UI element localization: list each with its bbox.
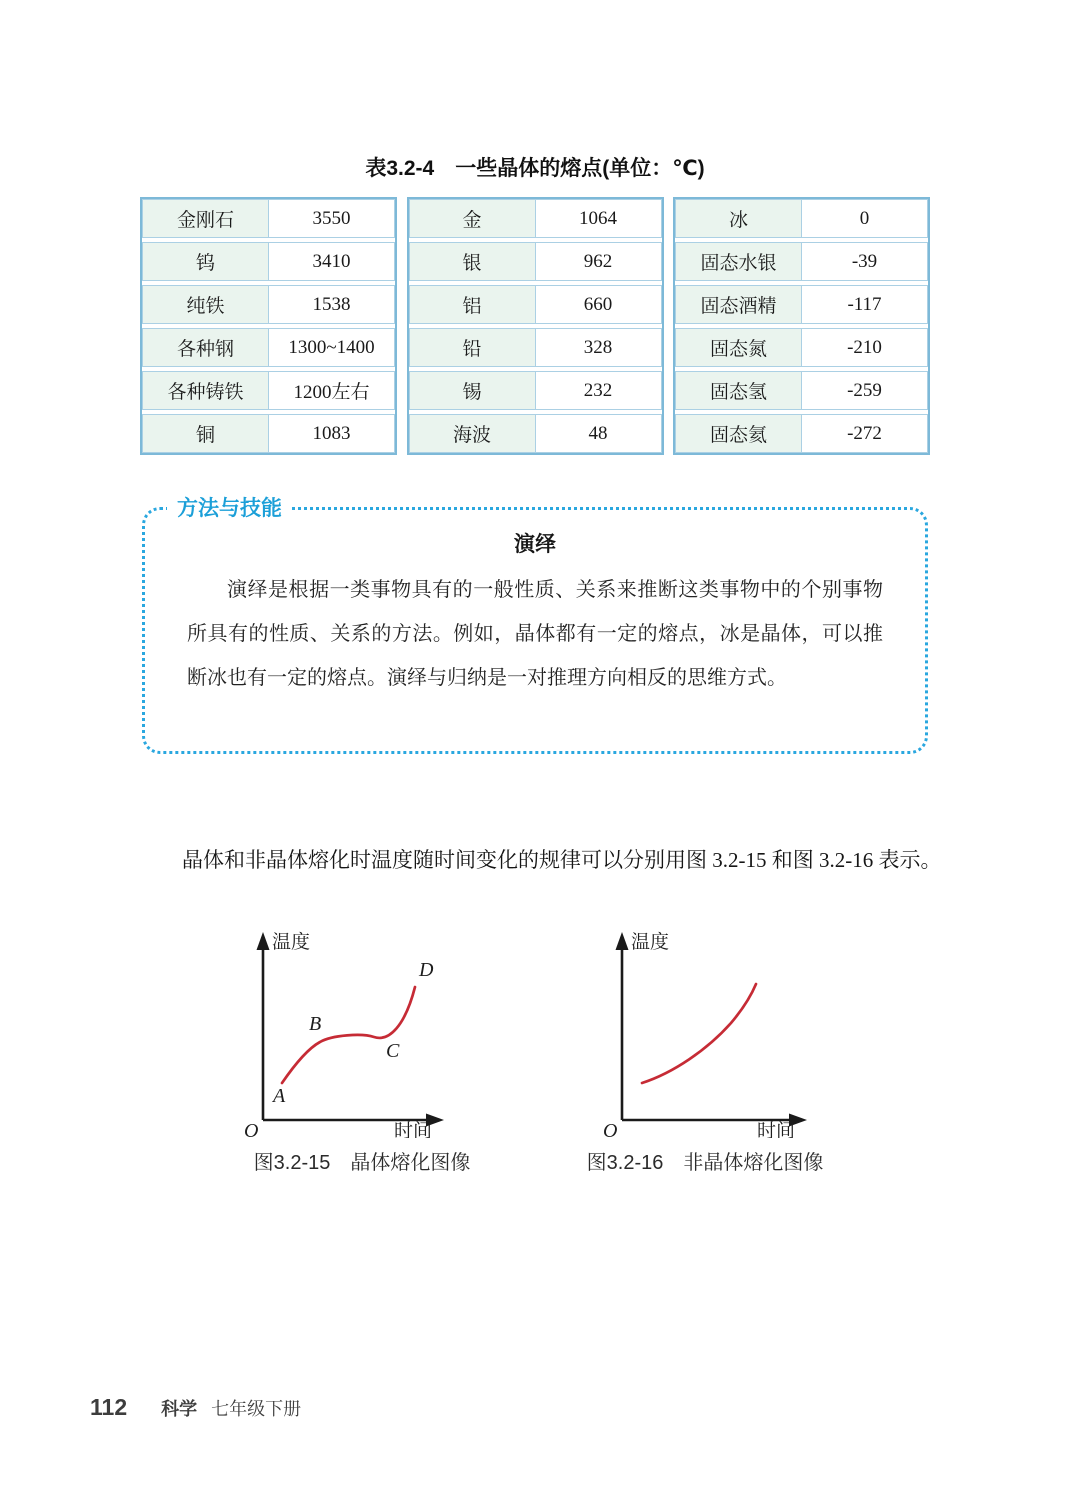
table-cell-substance: 金: [410, 200, 536, 237]
point-label-a: A: [273, 1085, 286, 1107]
table-cell-value: 328: [536, 329, 661, 366]
table-cell-value: -39: [802, 243, 927, 280]
origin-label: O: [603, 1120, 618, 1138]
figure-crystal-melting: [222, 926, 502, 1175]
table-row: [409, 328, 662, 367]
y-axis-label: 温度: [631, 932, 670, 953]
noncrystal-melting-curve: [642, 984, 756, 1083]
table-cell-value: -259: [802, 372, 927, 409]
table-cell-value: 3550: [269, 200, 394, 237]
table-cell-value: 48: [536, 415, 661, 452]
table-cell-value: 1083: [269, 415, 394, 452]
table-group-1: [140, 197, 397, 455]
method-skill-box: [142, 497, 928, 754]
figure-caption: 图3.2-15 晶体熔化图像: [253, 1152, 471, 1174]
table-cell-value: 1200左右: [269, 372, 394, 409]
origin-label: O: [244, 1120, 259, 1138]
table-cell-value: 1064: [536, 200, 661, 237]
crystal-melting-curve: [282, 987, 415, 1083]
table-cell-substance: 各种钢: [143, 329, 269, 366]
table-cell-value: 0: [802, 200, 927, 237]
table-row: [675, 414, 928, 453]
point-label-b: B: [309, 1013, 322, 1035]
y-axis-arrow-icon: [616, 932, 629, 950]
table-cell-substance: 钨: [143, 243, 269, 280]
table-row: [409, 285, 662, 324]
table-cell-substance: 海波: [410, 415, 536, 452]
x-axis-label: 时间: [757, 1121, 796, 1138]
method-skill-label: 方法与技能: [167, 495, 292, 523]
table-cell-substance: 金刚石: [143, 200, 269, 237]
y-axis-arrow-icon: [257, 932, 270, 950]
footer-subject: 科学: [161, 1399, 198, 1419]
table-cell-substance: 固态氮: [676, 329, 802, 366]
table-title: 表3.2-4 一些晶体的熔点(单位：℃): [365, 157, 705, 180]
table-row: [409, 242, 662, 281]
table-cell-value: 3410: [269, 243, 394, 280]
table-cell-value: 1538: [269, 286, 394, 323]
table-row: [675, 328, 928, 367]
table-row: [142, 328, 395, 367]
table-cell-substance: 各种铸铁: [143, 372, 269, 409]
point-label-c: C: [386, 1040, 400, 1062]
table-cell-value: -272: [802, 415, 927, 452]
point-label-d: D: [419, 959, 434, 981]
table-row: [409, 371, 662, 410]
page-footer: [90, 1394, 301, 1421]
table-cell-value: -210: [802, 329, 927, 366]
table-row: [409, 199, 662, 238]
table-cell-value: 1300~1400: [269, 329, 394, 366]
table-group-3: [673, 197, 930, 455]
deduction-body-text: 演绎是根据一类事物具有的一般性质、关系来推断这类事物中的个别事物所具有的性质、关系的方法。例如，晶体都有一定的熔点，冰是晶体，可以推断冰也有一定的熔点。演绎与归纳是一对推理方向相反的思维方式。: [187, 579, 883, 689]
table-group-2: [407, 197, 664, 455]
table-cell-substance: 固态氦: [676, 415, 802, 452]
table-cell-substance: 锡: [410, 372, 536, 409]
table-row: [409, 414, 662, 453]
table-cell-value: 232: [536, 372, 661, 409]
body-paragraph: 晶体和非晶体熔化时温度随时间变化的规律可以分别用图 3.2-15 和图 3.2-16 表示。: [182, 848, 942, 872]
table-cell-substance: 固态水银: [676, 243, 802, 280]
table-cell-value: 660: [536, 286, 661, 323]
melting-point-table: [140, 197, 930, 455]
table-row: [675, 199, 928, 238]
table-row: [142, 285, 395, 324]
table-cell-substance: 铝: [410, 286, 536, 323]
table-row: [142, 242, 395, 281]
y-axis-label: 温度: [272, 932, 311, 953]
table-row: [142, 199, 395, 238]
table-row: [142, 414, 395, 453]
page-number: 112: [90, 1394, 128, 1420]
table-cell-substance: 纯铁: [143, 286, 269, 323]
table-row: [675, 285, 928, 324]
table-row: [142, 371, 395, 410]
table-cell-substance: 铜: [143, 415, 269, 452]
table-cell-value: 962: [536, 243, 661, 280]
table-row: [675, 371, 928, 410]
figure-noncrystal-melting: [565, 926, 845, 1175]
crystal-melting-graph: [222, 926, 502, 1138]
deduction-heading: 演绎: [514, 532, 556, 556]
table-cell-substance: 铅: [410, 329, 536, 366]
table-cell-substance: 固态酒精: [676, 286, 802, 323]
footer-volume: 七年级下册: [211, 1399, 302, 1419]
table-row: [675, 242, 928, 281]
x-axis-label: 时间: [394, 1121, 433, 1138]
figure-caption: 图3.2-16 非晶体熔化图像: [586, 1152, 824, 1174]
table-cell-value: -117: [802, 286, 927, 323]
noncrystal-melting-graph: [565, 926, 845, 1138]
table-cell-substance: 冰: [676, 200, 802, 237]
table-cell-substance: 银: [410, 243, 536, 280]
table-cell-substance: 固态氢: [676, 372, 802, 409]
